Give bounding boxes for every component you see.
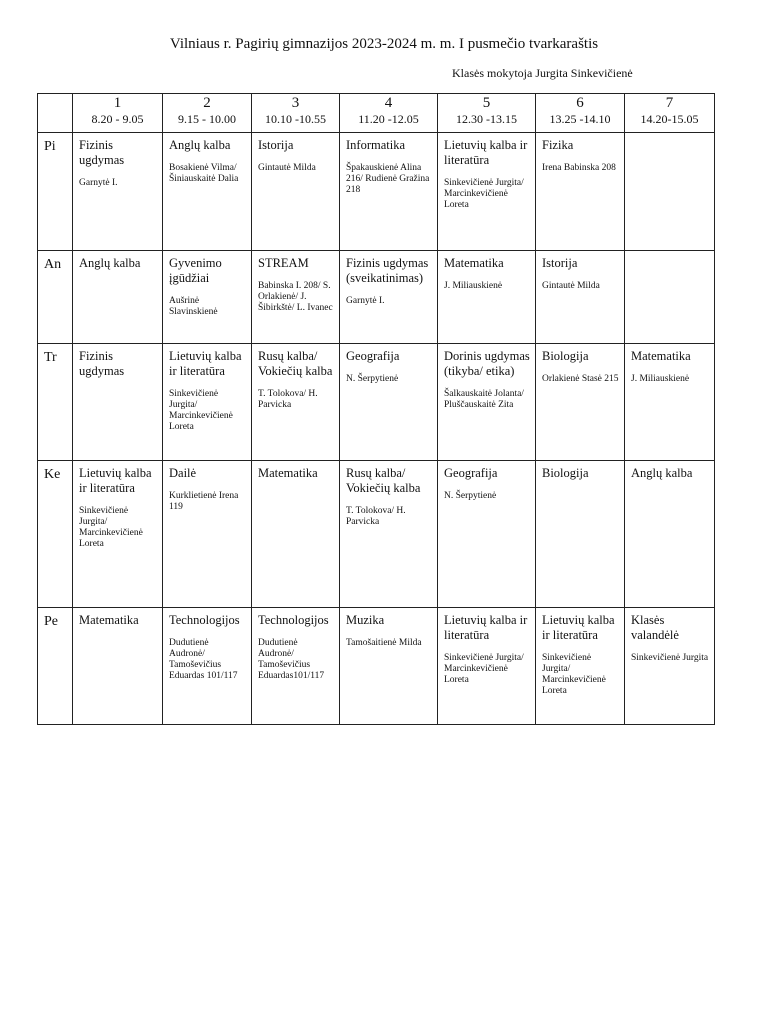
lesson-cell [340, 133, 438, 251]
lesson-teacher: N. Šerpytienė [444, 491, 497, 501]
lesson-teacher: Kurklietienė Irena 119 [169, 491, 239, 512]
lesson-cell [163, 461, 252, 608]
period-header-2 [163, 94, 252, 133]
period-number: 7 [665, 95, 674, 111]
lesson-teacher: Sinkevičienė Jurgita/ Marcinkevičienė Loreta [542, 653, 606, 696]
lesson-cell [438, 608, 536, 725]
lesson-cell [163, 133, 252, 251]
lesson-cell [163, 251, 252, 344]
lesson-subject: STREAM [258, 256, 309, 270]
lesson-cell [536, 461, 625, 608]
lesson-subject: Matematika [79, 613, 139, 627]
period-time: 10.10 -10.55 [265, 112, 326, 126]
lesson-teacher: N. Šerpytienė [346, 374, 399, 384]
lesson-cell [73, 344, 163, 461]
lesson-subject: Matematika [258, 466, 318, 480]
lesson-teacher: T. Tolokova/ H. Parvicka [258, 389, 318, 410]
lesson-teacher: Dudutienė Audronė/ Tamoševičius Eduardas 101/117 [169, 638, 238, 681]
period-time: 9.15 - 10.00 [178, 112, 236, 126]
lesson-subject: Lietuvių kalba ir literatūra [542, 613, 615, 642]
lesson-cell [73, 133, 163, 251]
period-number: 5 [482, 95, 491, 111]
period-header-6 [536, 94, 625, 133]
lesson-cell [438, 251, 536, 344]
lesson-subject: Matematika [631, 349, 691, 363]
lesson-cell [73, 251, 163, 344]
period-time: 8.20 - 9.05 [91, 112, 144, 126]
period-header-1 [73, 94, 163, 133]
period-number: 2 [203, 95, 211, 111]
lesson-subject: Fizika [542, 138, 574, 152]
lesson-subject: Anglų kalba [79, 256, 141, 270]
lesson-teacher: Babinska I. 208/ S. Orlakienė/ J. Šibirkštė/ L. Ivanec [258, 281, 333, 313]
lesson-cell [536, 344, 625, 461]
period-number: 6 [576, 95, 584, 111]
lesson-subject: Klasės valandėlė [631, 613, 679, 642]
lesson-subject: Lietuvių kalba ir literatūra [79, 466, 152, 495]
lesson-teacher: Sinkevičienė Jurgita/ Marcinkevičienė Loreta [444, 653, 524, 685]
page-title: Vilniaus r. Pagirių gimnazijos 2023-2024 m. m. I pusmečio tvarkaraštis [169, 36, 599, 52]
period-time: 14.20-15.05 [640, 112, 699, 126]
lesson-teacher: Orlakienė Stasė 215 [542, 374, 619, 384]
day-label: Ke [38, 461, 73, 608]
lesson-cell [625, 251, 715, 344]
lesson-cell [73, 461, 163, 608]
day-label: Pe [38, 608, 73, 725]
lesson-cell [163, 608, 252, 725]
lesson-cell [625, 344, 715, 461]
lesson-subject: Fizinis ugdymas [79, 138, 125, 167]
lesson-teacher: Špakauskienė Alina 216/ Rudienė Gražina 218 [346, 163, 430, 195]
lesson-subject: Anglų kalba [169, 138, 231, 152]
day-label: Tr [38, 344, 73, 461]
lesson-subject: Fizinis ugdymas [79, 349, 125, 378]
lesson-subject: Rusų kalba/ Vokiečių kalba [258, 349, 333, 378]
lesson-subject: Istorija [542, 256, 578, 270]
lesson-cell [340, 344, 438, 461]
lesson-cell [340, 461, 438, 608]
lesson-teacher: Aušrinė Slavinskienė [169, 296, 218, 317]
lesson-teacher: Irena Babinska 208 [542, 163, 616, 173]
day-label: Pi [38, 133, 73, 251]
lesson-cell [252, 251, 340, 344]
lesson-teacher: Sinkevičienė Jurgita/ Marcinkevičienė Loreta [444, 178, 524, 210]
corner-cell [38, 94, 73, 133]
lesson-subject: Dorinis ugdymas (tikyba/ etika) [444, 349, 530, 378]
lesson-teacher: T. Tolokova/ H. Parvicka [346, 506, 406, 527]
period-time: 12.30 -13.15 [456, 112, 517, 126]
period-time: 11.20 -12.05 [358, 112, 419, 126]
lesson-teacher: J. Miliauskienė [631, 374, 690, 384]
lesson-subject: Gyvenimo įgūdžiai [169, 256, 222, 285]
lesson-subject: Anglų kalba [631, 466, 693, 480]
lesson-cell [536, 251, 625, 344]
lesson-subject: Biologija [542, 349, 589, 363]
lesson-subject: Fizinis ugdymas (sveikatinimas) [346, 256, 429, 285]
lesson-subject: Informatika [346, 138, 406, 152]
lesson-teacher: Sinkevičienė Jurgita/ Marcinkevičienė Loreta [169, 389, 233, 432]
lesson-teacher: Garnytė I. [346, 296, 385, 306]
lesson-cell [340, 251, 438, 344]
lesson-subject: Lietuvių kalba ir literatūra [444, 613, 528, 642]
timetable [37, 93, 715, 725]
lesson-subject: Rusų kalba/ Vokiečių kalba [346, 466, 421, 495]
lesson-subject: Lietuvių kalba ir literatūra [444, 138, 528, 167]
lesson-teacher: Sinkevičienė Jurgita/ Marcinkevičienė Loreta [79, 506, 143, 549]
lesson-teacher: J. Miliauskienė [444, 281, 503, 291]
lesson-subject: Lietuvių kalba ir literatūra [169, 349, 242, 378]
lesson-cell [536, 608, 625, 725]
period-header-7 [625, 94, 715, 133]
lesson-teacher: Tamošaitienė Milda [346, 638, 422, 648]
period-header-row [38, 94, 715, 133]
lesson-cell [438, 133, 536, 251]
period-header-4 [340, 94, 438, 133]
lesson-teacher: Bosakienė Vilma/ Šiniauskaitė Dalia [169, 163, 239, 184]
lesson-cell [438, 344, 536, 461]
lesson-cell [340, 608, 438, 725]
lesson-cell [252, 133, 340, 251]
lesson-cell [625, 461, 715, 608]
lesson-subject: Matematika [444, 256, 504, 270]
lesson-teacher: Gintautė Milda [542, 281, 600, 291]
lesson-cell [536, 133, 625, 251]
lesson-cell [163, 344, 252, 461]
lesson-cell [252, 461, 340, 608]
day-row-4 [38, 608, 715, 725]
lesson-subject: Istorija [258, 138, 294, 152]
lesson-subject: Technologijos [169, 613, 240, 627]
period-number: 3 [291, 95, 300, 111]
lesson-subject: Dailė [169, 466, 197, 480]
lesson-cell [252, 344, 340, 461]
day-row-0 [38, 133, 715, 251]
period-number: 4 [384, 95, 393, 111]
period-header-5 [438, 94, 536, 133]
lesson-subject: Geografija [346, 349, 400, 363]
lesson-teacher: Garnytė I. [79, 178, 118, 188]
lesson-subject: Technologijos [258, 613, 329, 627]
lesson-subject: Muzika [346, 613, 385, 627]
period-number: 1 [113, 95, 122, 111]
lesson-subject: Biologija [542, 466, 589, 480]
lesson-teacher: Šalkauskaitė Jolanta/ Pluščauskaitė Zita [444, 389, 524, 410]
lesson-cell [73, 608, 163, 725]
day-row-1 [38, 251, 715, 344]
lesson-subject: Geografija [444, 466, 498, 480]
day-label: An [38, 251, 73, 344]
period-time: 13.25 -14.10 [549, 112, 611, 126]
day-row-2 [38, 344, 715, 461]
lesson-cell [625, 133, 715, 251]
period-header-3 [252, 94, 340, 133]
lesson-cell [438, 461, 536, 608]
lesson-cell [252, 608, 340, 725]
lesson-teacher: Dudutienė Audronė/ Tamoševičius Eduardas101/117 [258, 638, 325, 681]
class-teacher-line: Klasės mokytoja Jurgita Sinkevičienė [452, 66, 633, 80]
lesson-cell [625, 608, 715, 725]
lesson-teacher: Gintautė Milda [258, 163, 316, 173]
day-row-3 [38, 461, 715, 608]
lesson-teacher: Sinkevičienė Jurgita [631, 653, 709, 663]
